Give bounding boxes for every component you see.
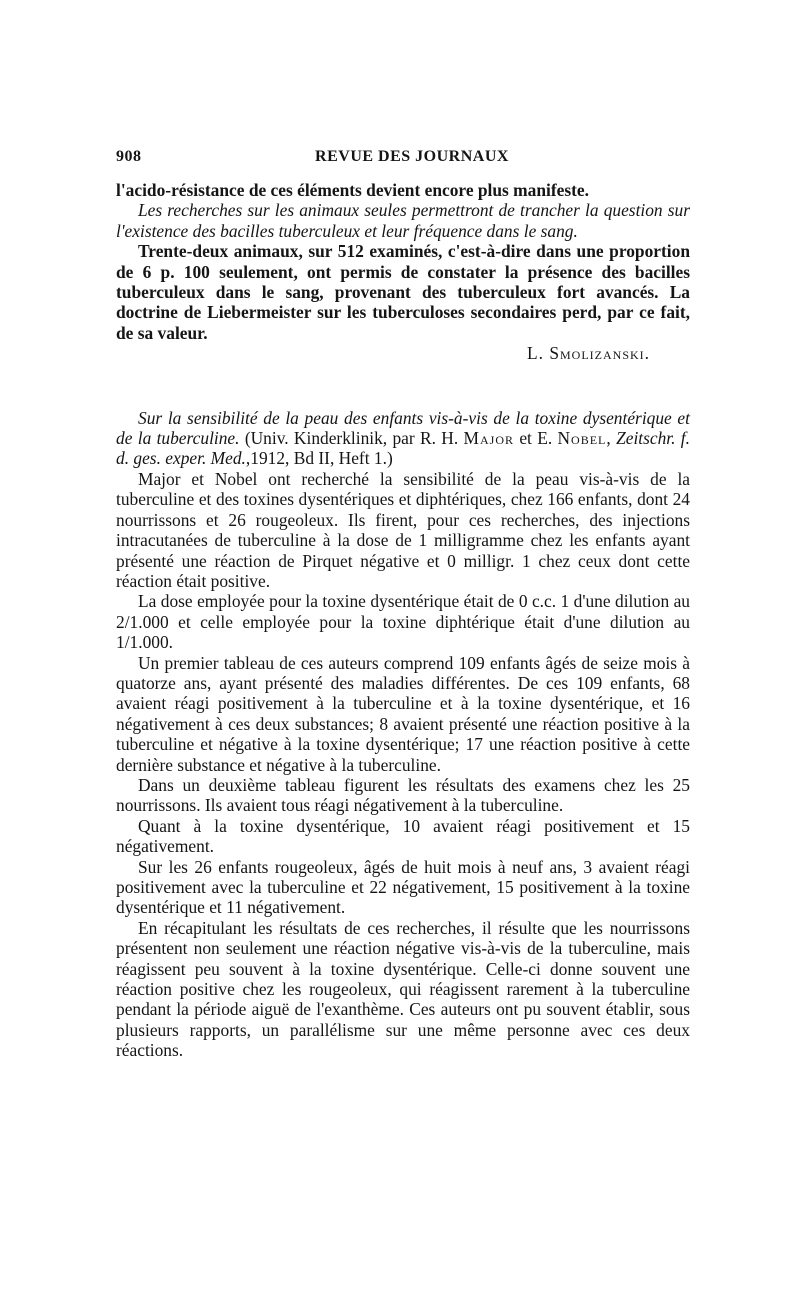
article-title: Sur la sensibilité de la peau des enfants vis-à-vis de la toxine dysentérique et de la tuberculine. [116,407,690,449]
paragraph-italic-conclusion: Les recherches sur les animaux seules permettront de trancher la question sur l'existence des bacilles tuberculeux et leur fréquence dans le sang. [116,200,690,241]
page-header [116,144,708,170]
source-part: (Univ. Kinderklinik, par R. H. [239,428,464,449]
article-heading [116,408,690,469]
paragraph-results: Trente-deux animaux, sur 512 examinés, c'est-à-dire dans une proportion de 6 p. 100 seulement, ont permis de constater la présence des bacilles tuberculeux dans le sang, provenant des tuberculeux fort avancés. La doctrine de Liebermeister sur les tuberculoses secondaires perd, par ce fait, de sa valeur. [116,241,690,343]
signature-name: L. Smolizanski. [527,343,650,364]
paragraph: Sur les 26 enfants rougeoleux, âgés de huit mois à neuf ans, 3 avaient réagi positivement avec la tuberculine et 22 négativement, 15 positivement à la toxine dysentérique et 11 négativement. [116,856,690,918]
running-title: REVUE DES JOURNAUX [315,148,509,165]
paragraph: En récapitulant les résultats de ces recherches, il résulte que les nourrissons présentent non seulement une réaction négative vis-à-vis de la tuberculine, mais réagissent peu souvent à la toxine dysentérique. Celle-ci donne souvent une réaction positive chez les rougeoleux, qui réagissent rarement à la tuberculine pendant la période aiguë de l'exanthème. Ces auteurs ont pu souvent établir, sous plusieurs rapports, un parallélisme sur une même personne avec ces deux réactions. [116,917,690,1061]
paragraph: Un premier tableau de ces auteurs comprend 109 enfants âgés de seize mois à quatorze ans, ayant présenté des maladies différentes. De ces 109 enfants, 68 avaient réagi positivement à la tuberculine et à la toxine dysentérique, et 16 négativement à ces deux substances; 8 avaient présenté une réaction positive à la tuberculine et négative à la toxine dysentérique; 17 une réaction positive à cette dernière substance et négative à la tuberculine. [116,652,690,775]
author-signature [116,343,690,363]
article-tuberculous-bacilli [116,180,690,364]
paragraph: La dose employée pour la toxine dysentérique était de 0 c.c. 1 d'une dilution au 2/1.000 et celle employée pour la toxine diphtérique était d'une dilution au 1/1.000. [116,591,690,653]
journal-name: Zeitschr. f. d. ges. exper. Med. [116,428,690,469]
article-separator [116,364,690,408]
source-part: ,1912, Bd II, Heft 1.) [245,448,393,469]
source-part: et E. [514,428,558,449]
page-number: 908 [116,148,142,165]
source-part: , [606,428,617,449]
paragraph: Quant à la toxine dysentérique, 10 avaient réagi positivement et 15 négativement. [116,815,690,857]
body-text [116,180,690,1061]
author-nobel: Nobel [557,428,607,449]
paragraph: Dans un deuxième tableau figurent les résultats des examens chez les 25 nourrissons. Ils avaient tous réagi négativement à la tuberculine. [116,774,690,816]
paragraph-continuation: l'acido-résistance de ces éléments devient encore plus manifeste. [116,180,589,200]
author-major: Major [463,428,514,449]
article-skin-sensitivity [116,408,690,1061]
paragraph: Major et Nobel ont recherché la sensibilité de la peau vis-à-vis de la tuberculine et des toxines dysentériques et diphtériques, chez 166 enfants, dont 24 nourrissons et 26 rougeoleux. Ils firent, pour ces recherches, des injections intracutanées de tuberculine à la dose de 1 milligramme chez les enfants ayant présenté une réaction de Pirquet négative et 0 milligr. 1 chez ceux dont cette réaction était positive. [116,468,690,591]
